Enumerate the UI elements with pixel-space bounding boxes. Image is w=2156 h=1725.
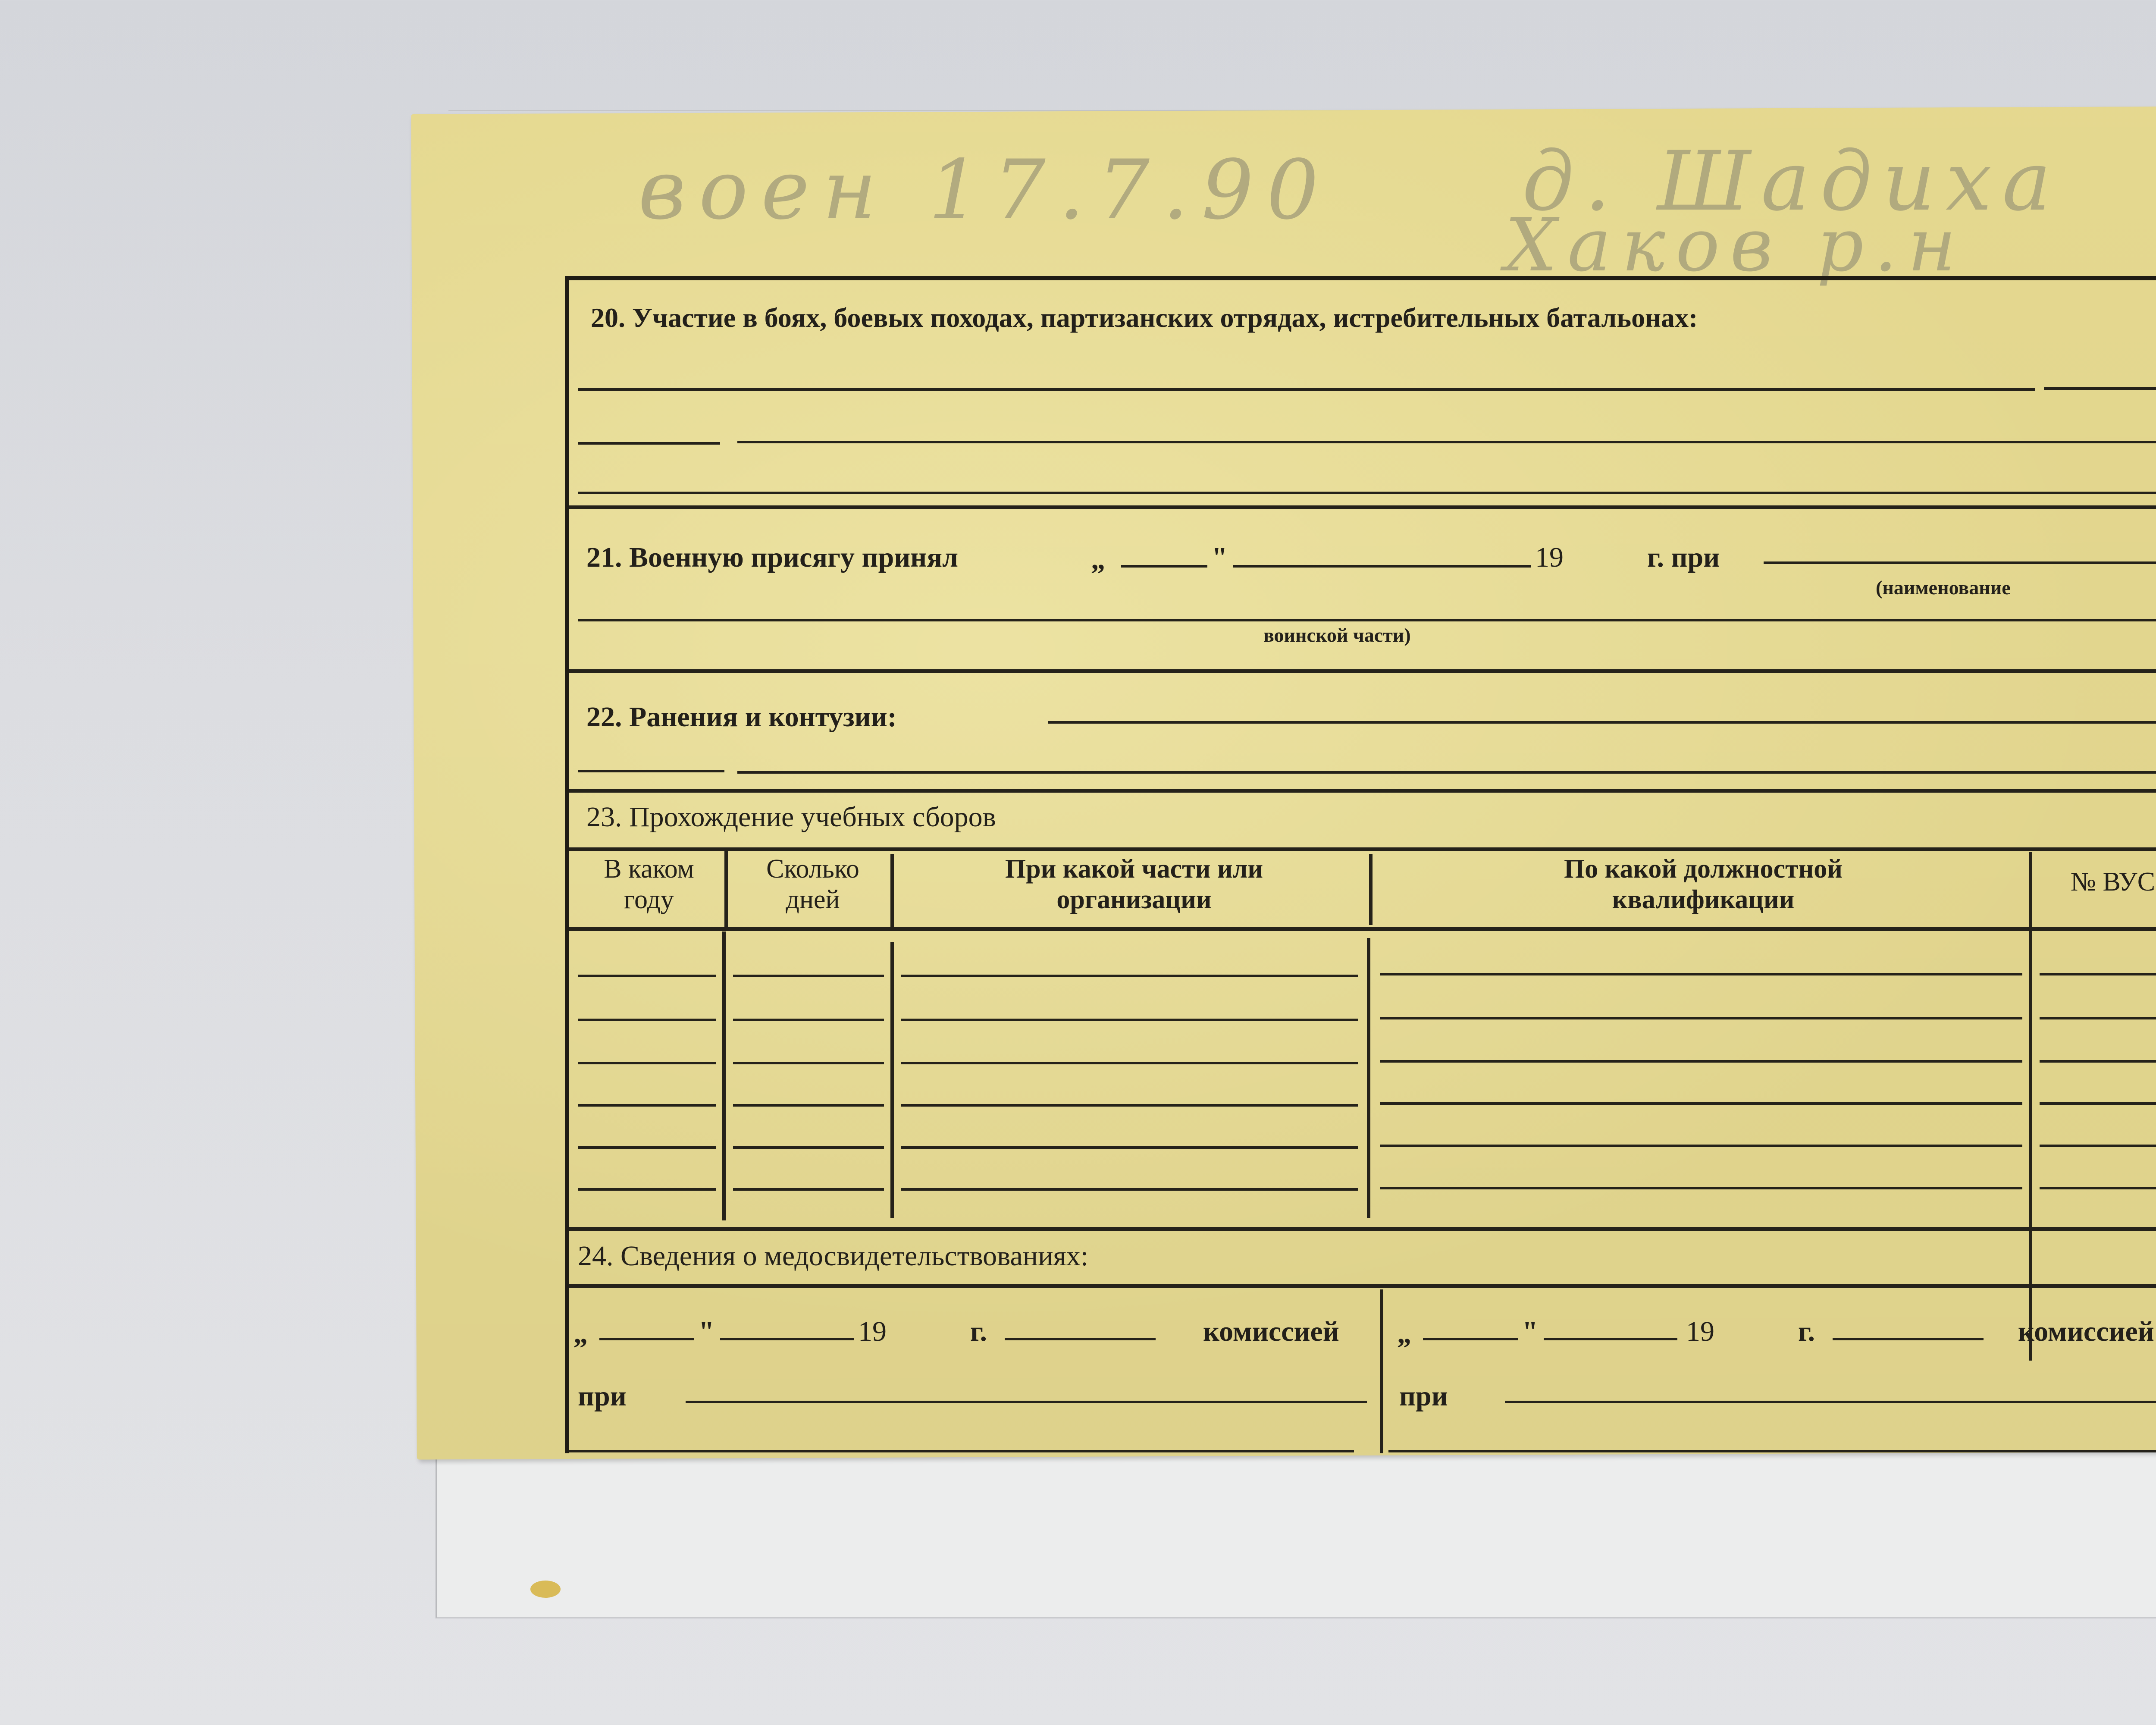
row-line	[578, 1146, 716, 1149]
med-right-extra	[1388, 1450, 2156, 1452]
med-right-year: 19	[1686, 1316, 1714, 1347]
field-line	[578, 442, 720, 445]
field-line	[737, 441, 2156, 443]
row-line	[901, 1019, 1358, 1021]
row-line	[733, 1188, 884, 1191]
col-header-unit: При какой части или организации	[1005, 854, 1263, 915]
row-line	[578, 975, 716, 977]
row-line	[1380, 1145, 2022, 1147]
med-left-day	[599, 1338, 694, 1340]
row-line	[901, 1146, 1358, 1149]
med-left-extra	[569, 1450, 1354, 1452]
section-21-label: 21. Военную присягу принял	[586, 542, 959, 573]
col-divider	[722, 932, 726, 1220]
unit-note-bottom: воинской части)	[1263, 624, 1411, 646]
row-line	[1380, 1060, 2022, 1063]
section-23-label: 23. Прохождение учебных сборов	[586, 801, 996, 833]
open-quote: „	[1091, 544, 1105, 575]
handwritten-district: Хаков р.н	[1505, 203, 1967, 288]
row-line	[733, 1104, 884, 1107]
field-line	[578, 388, 2035, 391]
med-left-close-quote: "	[699, 1316, 714, 1347]
med-left-pri: при	[578, 1380, 627, 1412]
section-24-divider	[1380, 1289, 1383, 1453]
field-line	[578, 492, 2156, 494]
section-divider	[569, 669, 2156, 673]
med-left-place	[686, 1401, 1367, 1403]
row-line	[1380, 1102, 2022, 1105]
col-header-qualification: По какой должностной квалификации	[1564, 854, 1843, 915]
med-right-pri: при	[1399, 1380, 1448, 1412]
month-field	[1233, 565, 1531, 568]
row-line	[733, 1019, 884, 1021]
unit-note-top: (наименование	[1876, 577, 2011, 599]
med-right-commission: комиссией	[2018, 1316, 2154, 1347]
field-line	[737, 771, 2156, 774]
row-line	[2040, 973, 2156, 975]
field-line	[578, 770, 724, 772]
row-line	[1380, 1187, 2022, 1189]
header-bottom-rule	[569, 927, 2156, 931]
field-line	[578, 619, 2156, 621]
med-left-month	[720, 1338, 854, 1340]
field-line	[2044, 387, 2156, 390]
med-left-number	[1005, 1338, 1156, 1340]
table-bottom-rule	[569, 1227, 2156, 1231]
med-right-g: г.	[1798, 1316, 1815, 1347]
handwritten-village: д. Шадиха	[1522, 134, 2062, 229]
row-line	[578, 1062, 716, 1064]
med-right-place	[1505, 1401, 2156, 1403]
row-line	[901, 975, 1358, 977]
section-22-label: 22. Ранения и контузии:	[586, 701, 897, 733]
med-right-number	[1833, 1338, 1984, 1340]
col-divider	[1369, 854, 1373, 925]
year-suffix: г. при	[1647, 542, 1720, 573]
table-top-rule	[569, 847, 2156, 851]
handwritten-note-left: воен 17.7.90	[638, 142, 1332, 238]
section-24-label: 24. Сведения о медосвидетельствованиях:	[578, 1240, 1089, 1272]
col-divider	[890, 854, 894, 929]
section-divider	[569, 505, 2156, 509]
row-line	[901, 1062, 1358, 1064]
col-header-vus: № ВУС	[2070, 867, 2156, 897]
col-header-days: Сколько дней	[766, 854, 859, 915]
med-left-commission: комиссией	[1203, 1316, 1339, 1347]
row-line	[578, 1104, 716, 1107]
row-line	[2040, 1017, 2156, 1019]
day-field	[1121, 565, 1207, 568]
row-line	[901, 1104, 1358, 1107]
unit-field	[1764, 561, 2156, 564]
paper-stain	[530, 1581, 561, 1598]
med-right-open-quote: „	[1397, 1318, 1411, 1349]
med-right-month	[1544, 1338, 1677, 1340]
med-left-open-quote: „	[573, 1318, 588, 1349]
section-24-rule	[569, 1284, 2156, 1288]
row-line	[1380, 1017, 2022, 1019]
row-line	[578, 1019, 716, 1021]
year-prefix: 19	[1535, 542, 1564, 573]
form-grid	[565, 276, 2156, 1453]
row-line	[578, 1188, 716, 1191]
row-line	[2040, 1102, 2156, 1105]
row-line	[2040, 1145, 2156, 1147]
row-line	[733, 1146, 884, 1149]
med-left-g: г.	[970, 1316, 987, 1347]
col-divider	[724, 850, 728, 927]
med-right-day	[1423, 1338, 1518, 1340]
col-header-year: В каком году	[604, 854, 694, 915]
row-line	[901, 1188, 1358, 1191]
close-quote: "	[1212, 542, 1228, 573]
wounds-field	[1048, 721, 2156, 724]
row-line	[1380, 973, 2022, 975]
col-divider	[890, 942, 894, 1218]
med-left-year: 19	[858, 1316, 887, 1347]
col-divider	[1367, 938, 1370, 1218]
med-right-close-quote: "	[1522, 1316, 1538, 1347]
row-line	[733, 975, 884, 977]
row-line	[733, 1062, 884, 1064]
row-line	[2040, 1060, 2156, 1063]
row-line	[2040, 1187, 2156, 1189]
section-20-label: 20. Участие в боях, боевых походах, партизанских отрядах, истребительных батальонах:	[591, 302, 1698, 333]
section-divider	[569, 789, 2156, 793]
